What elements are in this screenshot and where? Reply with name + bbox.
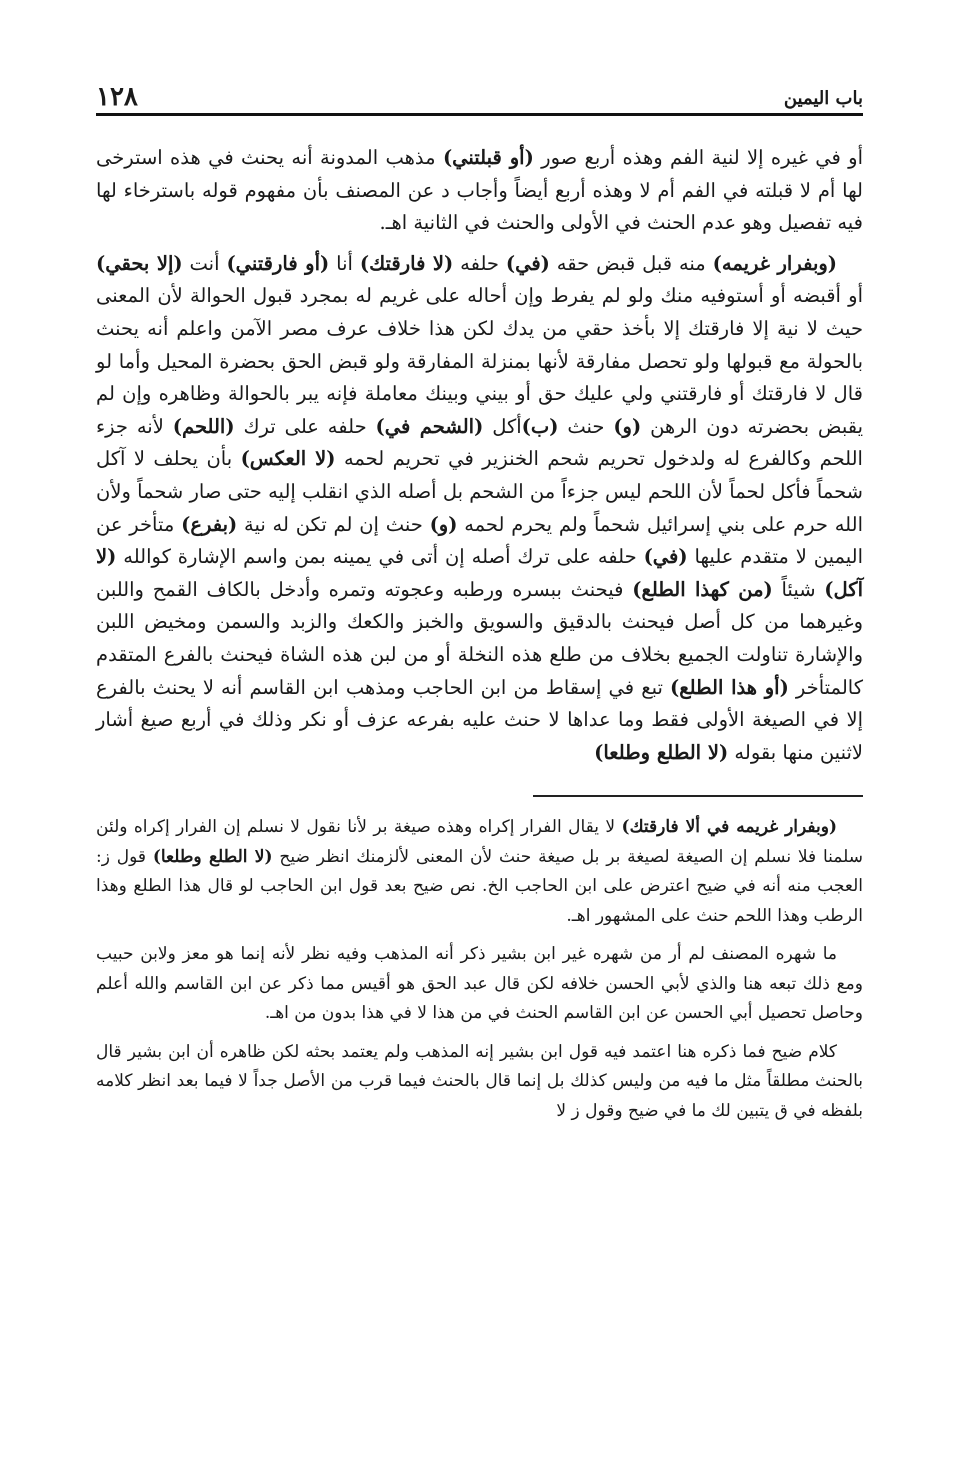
text-run: حلفه على ترك (234, 414, 376, 438)
text-run: حلفه على ترك أصله إن أتى في يمينه بمن واسم الإشارة كوالله (116, 545, 644, 569)
bold-phrase: (اللحم) (172, 414, 235, 438)
bold-phrase: (أو قبلتني) (442, 146, 534, 169)
text-run: حنث إن لم تكن له نية (237, 512, 430, 536)
bold-phrase: (لا فارقتك) (359, 251, 454, 275)
bold-phrase: (وبفرار غريمه) (712, 251, 838, 275)
text-run: أو في غيره إلا لنية الفم وهذه أربع صور (533, 146, 863, 169)
footnote-paragraph (96, 940, 863, 1029)
text-run: منه قبل قبض حقه (549, 251, 713, 275)
text-run: فيحنث ببسره ورطبه وعجوته وتمره وأدخل بالكاف القمح واللبن وغيرهما من كل أصل فيحنث بالدقيق والسويق والخبز والكعك والزبد والسمن ومخيض اللبن والإشارة تناولت الجميع بخلاف من طلع هذه النخلة أو من لبن هذه الشاة فيحنث بالفرع المتقدم كالمتأخر (96, 577, 863, 699)
bold-phrase: (بفرع) (181, 512, 238, 536)
bold-phrase: (في) (505, 251, 550, 275)
text-run: أنت (182, 251, 227, 275)
bold-phrase: (أو فارقتني) (226, 251, 330, 275)
footnote-separator (533, 795, 863, 797)
footnote-paragraph (96, 1038, 863, 1127)
text-run: أكل (483, 414, 522, 438)
main-paragraph (96, 248, 863, 770)
text-run: لا يقال الفرار إكراه وهذه صيغة بر لأنا نقول لا نسلم إن الفرار إكراه ولئن سلمنا فلا نسلم إن الصيغة لصيغة بر بل صيغة حنث لأن المعنى لألزمنك انظر ضيح (96, 817, 863, 867)
bold-phrase: (الشحم في) (375, 414, 484, 438)
bold-phrase: (في) (643, 545, 688, 569)
text-run: أو أقبضه أو أستوفيه منك ولو لم يفرط وإن أحاله على غريم له بمجرد قبول الحوالة لأن المعنى حيث لا نية إلا فارقتك إلا بأخذ حقي من يدك لكن هذا خلاف عرف مصر الآمن واعلم أنه يحنث بالحولة مع قبولها ولو تحصل مفارقة لأنها بمنزلة المفارقة ولو قبض الحق بحضرة المحيل وأما لو قال لا فارقتك أو فارقتني ولي عليك حق أو بيني وبينك معاملة فإنه يبر بالحوالة وظاهره وإن لم يقبض بحضرته دون الرهن (96, 284, 863, 438)
text-run: قول ز: العجب منه أنه في ضيح اعترض على ابن الحاجب الخ. نص ضيح بعد قول ابن الحاجب لو قال هذا الطلع وهذا الرطب وهذا اللحم حنث على المشهور اهـ. (96, 846, 863, 926)
text-run: كلام ضيح فما ذكره هنا اعتمد فيه قول ابن بشير إنه المذهب ولم يعتمد بحثه لكن ظاهره أن ابن بشير قال بالحنث مطلقاً مثل ما فيه من وليس كذلك بل إنما قال بالحنث فيما قرب من الأصل جداً لا فيما بعد انظر كلامه بلفظه في ق يتبين لك ما في ضيح وقول ز لا (96, 1041, 863, 1121)
bold-phrase: (أو هذا الطلع) (670, 675, 789, 699)
text-run: متأخر عن اليمين لا متقدم عليها (96, 512, 863, 569)
bold-phrase: (إلا بحقي) (96, 251, 183, 275)
text-run: حلفه (453, 251, 506, 275)
text-run: لأنه جزء اللحم وكالفرع له ولدخول تحريم شحم الخنزير في تحريم لحمه (96, 414, 863, 471)
running-title: باب اليمين (783, 88, 863, 109)
main-text (96, 142, 863, 769)
text-run: مذهب المدونة أنه يحنث في هذه استرخى لها أم لا قبلته في الفم أم لا وهذه أربع أيضاً وأجاب د عن المصنف بأن مفهوم قوله باسترخاء لها فيه تفصيل وهو عدم الحنث في الأولى والحنث في الثانية اهـ. (96, 146, 863, 235)
footnote-paragraph (96, 813, 863, 931)
text-run: بأن يحلف لا آكل شحماً فأكل لحماً لأن اللحم ليس جزءاً من الشحم بل أصله الذي انقلب إليه حتى صار شحماً ولأن الله حرم على بني إسرائيل شحماً ولم يحرم لحمه (96, 447, 863, 536)
footnotes (96, 813, 863, 1126)
bold-phrase: (لا آكل) (96, 545, 863, 601)
page-header (96, 78, 863, 112)
text-run: شيئاً (772, 577, 825, 601)
main-paragraph (96, 142, 863, 240)
text-run: أنا (329, 251, 360, 275)
bold-phrase: (من كهذا الطلع) (632, 577, 773, 601)
bold-phrase: (لا العكس) (240, 447, 336, 471)
bold-phrase: (ب) (521, 414, 559, 438)
bold-phrase: (و) (613, 414, 642, 438)
page-number: ١٢٨ (96, 82, 138, 112)
bold-phrase: (لا الطلع وطلعا) (594, 740, 729, 764)
text-run: حنث (558, 414, 614, 438)
book-page (96, 78, 863, 1135)
text-run: تبع في إسقاط من ابن الحاجب ومذهب ابن القاسم أنه لا يحنث بالفرع إلا في الصيغة الأولى فقط وما عداها لا حنث عليه بفرعه عزف أو نكر وذلك في أربع صيغ أشار لاثنين منها بقوله (96, 675, 863, 764)
text-run: ما شهره المصنف لم أر من شهره غير ابن بشير ذكر أنه المذهب وفيه نظر لأنه إنما هو معز ولابن حبيب ومع ذلك تبعه هنا والذي لأبي الحسن خلافه لكن قال عبد الحق هو أقيس مما ذكر عن ابن القاسم والله أعلم وحاصل تحصيل أبي الحسن عن ابن القاسم الحنث في من هذا لا في هذا بدون من اهـ. (96, 944, 863, 1024)
header-rule (96, 113, 863, 116)
bold-phrase: (لا الطلع وطلعا) (152, 846, 273, 867)
bold-phrase: (و) (429, 512, 458, 536)
bold-phrase: (وبفرار غريمه في ألا فارقتك) (621, 817, 837, 838)
